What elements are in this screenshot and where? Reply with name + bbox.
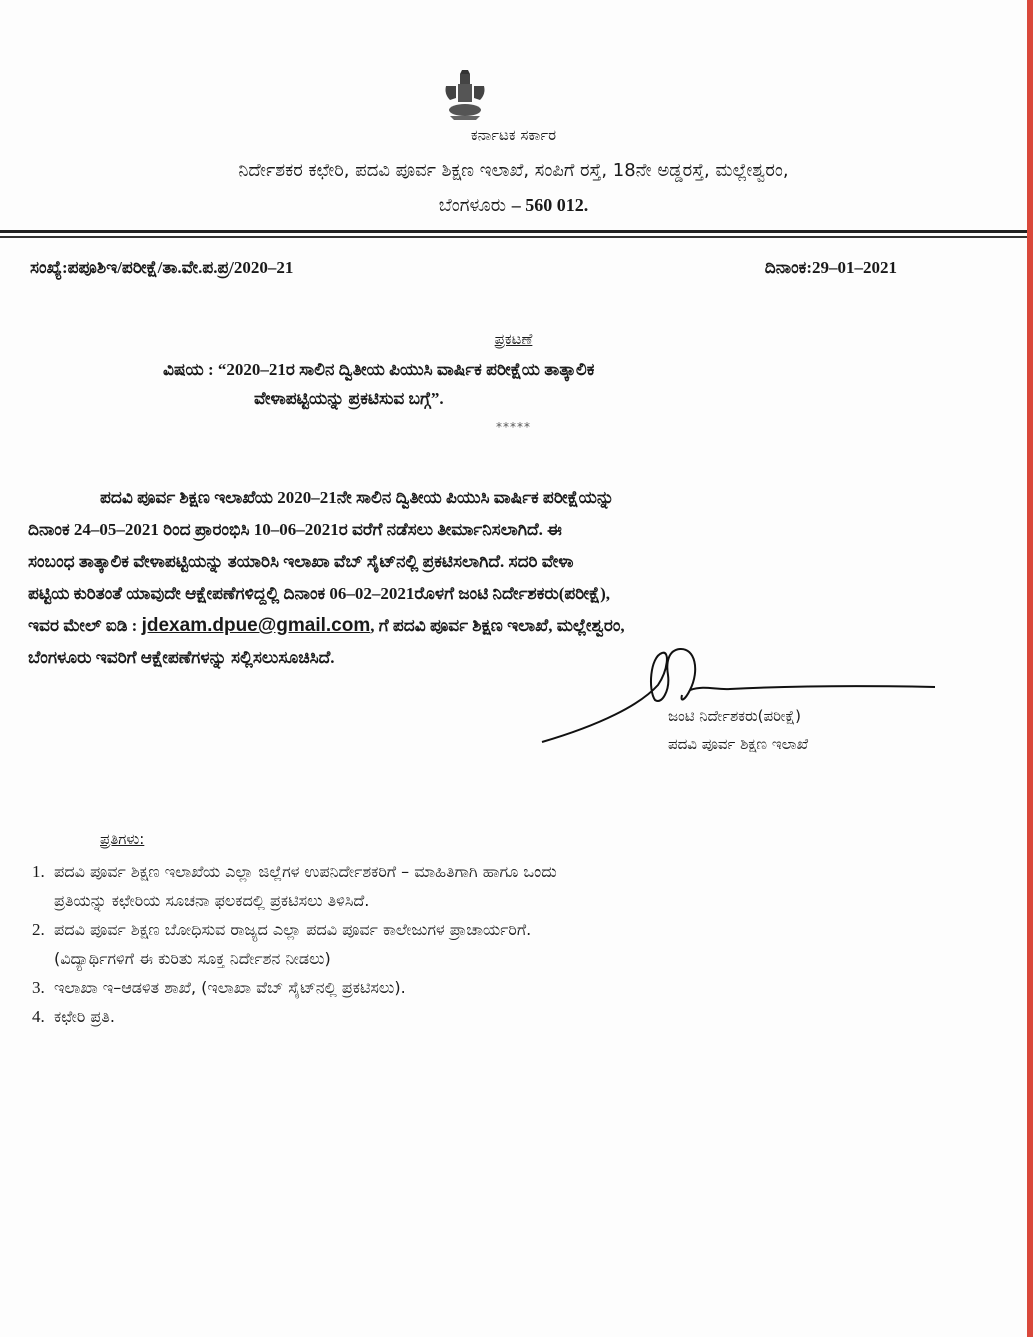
body-line-2: ದಿನಾಂಕ 24–05–2021 ರಿಂದ ಪ್ರಾರಂಭಿಸಿ 10–06–2021ರ ವರೆಗೆ ನಡೆಸಲು ತೀರ್ಮಾನಿಸಲಾಗಿದೆ. ಈ [28,520,562,539]
copy-text-cont: ಪ್ರತಿಯನ್ನು ಕಛೇರಿಯ ಸೂಚನಾ ಫಲಕದಲ್ಲಿ ಪ್ರಕಟಿಸಲು ತಿಳಿಸಿದೆ. [54,891,370,910]
notice-title: ಪ್ರಕಟಣೆ [494,330,533,348]
body-line-1: ಪದವಿ ಪೂರ್ವ ಶಿಕ್ಷಣ ಇಲಾಖೆಯ 2020–21ನೇ ಸಾಲಿನ ದ್ವಿತೀಯ ಪಿಯುಸಿ ವಾರ್ಷಿಕ ಪರೀಕ್ಷೆಯನ್ನು [100,488,615,507]
government-name: ಕರ್ನಾಟಕ ಸರ್ಕಾರ [470,126,557,144]
copy-text: ಪದವಿ ಪೂರ್ವ ಶಿಕ್ಷಣ ಇಲಾಖೆಯ ಎಲ್ಲಾ ಜಿಲ್ಲೆಗಳ ಉಪನಿರ್ದೇಶಕರಿಗೆ – ಮಾಹಿತಿಗಾಗಿ ಹಾಗೂ ಒಂದು [54,862,557,881]
reference-date: ದಿನಾಂಕ:29–01–2021 [764,258,897,277]
copy-number: 1. [32,862,45,881]
subject-label: ವಿಷಯ : [163,360,214,379]
page-edge-border [1027,0,1033,1337]
copy-item-2 [32,915,922,973]
email-prefix: ಇವರ ಮೇಲ್ ಐಡಿ : [28,616,138,635]
body-line-5 [28,610,913,642]
signatory-block [668,702,808,758]
subject-line-1: “2020–21ರ ಸಾಲಿನ ದ್ವಿತೀಯ ಪಿಯುಸಿ ವಾರ್ಷಿಕ ಪರೀಕ್ಷೆಯ ತಾತ್ಕಾಲಿಕ [217,360,595,379]
body-line-3: ಸಂಬಂಧ ತಾತ್ಕಾಲಿಕ ವೇಳಾಪಟ್ಟಿಯನ್ನು ತಯಾರಿಸಿ ಇಲಾಖಾ ವೆಬ್ ಸೈಟ್‌ನಲ್ಲಿ ಪ್ರಕಟಿಸಲಾಗಿದೆ. ಸದರಿ ವೇಳಾ [28,552,574,571]
copy-text: ಇಲಾಖಾ ಇ–ಆಡಳಿತ ಶಾಖೆ, (ಇಲಾಖಾ ವೆಬ್ ಸೈಟ್‌ನಲ್ಲಿ ಪ್ರಕಟಿಸಲು). [54,978,406,997]
signatory-department: ಪದವಿ ಪೂರ್ವ ಶಿಕ್ಷಣ ಇಲಾಖೆ [668,735,809,753]
signatory-designation: ಜಂಟಿ ನಿರ್ದೇಶಕರು(ಪರೀಕ್ಷೆ) [668,707,801,725]
copy-text: ಪದವಿ ಪೂರ್ವ ಶಿಕ್ಷಣ ಬೋಧಿಸುವ ರಾಜ್ಯದ ಎಲ್ಲಾ ಪದವಿ ಪೂರ್ವ ಕಾಲೇಜುಗಳ ಪ್ರಾಚಾರ್ಯರಿಗೆ. [54,920,532,939]
body-line-6: ಬೆಂಗಳೂರು ಇವರಿಗೆ ಆಕ್ಷೇಪಣೆಗಳನ್ನು ಸಲ್ಲಿಸಲುಸೂಚಿಸಿದೆ. [28,648,335,667]
letterhead-divider-thin [0,236,1027,238]
pincode: – 560 012. [511,195,589,215]
city-pincode [0,195,1027,216]
subject-line-2: ವೇಳಾಪಟ್ಟಿಯನ್ನು ಪ್ರಕಟಿಸುವ ಬಗ್ಗೆ”. [254,389,444,408]
separator: ***** [496,420,531,434]
copy-number: 3. [32,978,45,997]
email-suffix: , ಗೆ ಪದವಿ ಪೂರ್ವ ಶಿಕ್ಷಣ ಇಲಾಖೆ, ಮಲ್ಲೇಶ್ವರಂ, [370,616,625,635]
state-emblem-icon [440,66,490,126]
copy-item-3 [32,973,922,1002]
subject [163,355,883,413]
copy-item-1 [32,857,922,915]
reference-number: ಸಂಖ್ಯೆ:ಪಪೂಶಿಇ/ಪರೀಕ್ಷೆ/ತಾ.ವೇ.ಪ.ಪ್ರ/2020–21 [30,258,294,277]
copy-item-4 [32,1002,922,1031]
copies-heading: ಪ್ರತಿಗಳು: [100,830,145,848]
body-line-4: ಪಟ್ಟಿಯ ಕುರಿತಂತೆ ಯಾವುದೇ ಆಕ್ಷೇಪಣೆಗಳಿದ್ದಲ್ಲಿ ದಿನಾಂಕ 06–02–2021ರೊಳಗೆ ಜಂಟಿ ನಿರ್ದೇಶಕರು(ಪರೀಕ್ಷೆ), [28,584,611,603]
copy-text-cont: (ವಿದ್ಯಾರ್ಥಿಗಳಿಗೆ ಈ ಕುರಿತು ಸೂಕ್ತ ನಿರ್ದೇಶನ ನೀಡಲು) [54,949,331,968]
letterhead-divider-thick [0,230,1027,233]
copy-number: 4. [32,1007,45,1026]
copies-list [32,857,922,1031]
copy-text: ಕಛೇರಿ ಪ್ರತಿ. [54,1007,115,1026]
city: ಬೆಂಗಳೂರು [438,195,506,216]
email-link[interactable]: jdexam.dpue@gmail.com [141,615,371,636]
copy-number: 2. [32,920,45,939]
office-address: ನಿರ್ದೇಶಕರ ಕಛೇರಿ, ಪದವಿ ಪೂರ್ವ ಶಿಕ್ಷಣ ಇಲಾಖೆ, ಸಂಪಿಗೆ ರಸ್ತೆ, 18ನೇ ಅಡ್ಡರಸ್ತೆ, ಮಲ್ಲೇಶ್ವರಂ, [238,160,789,181]
